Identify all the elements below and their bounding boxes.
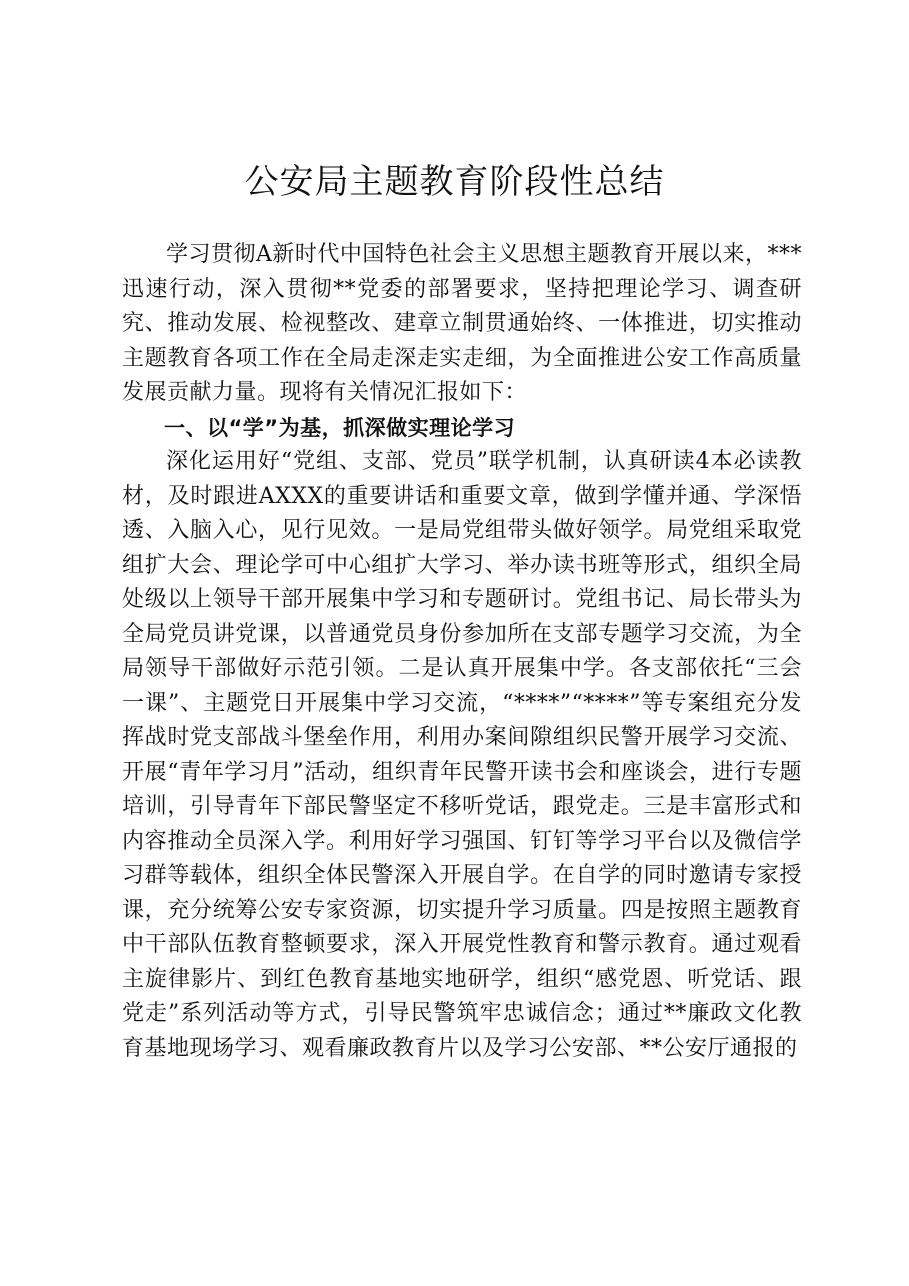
document-title: 公安局主题教育阶段性总结 <box>244 162 665 202</box>
section-heading: 一、以“学”为基，抓深做实理论学习 <box>164 415 516 440</box>
intro-paragraph: 学习贯彻A新时代中国特色社会主义思想主题教育开展以来，***迅速行动，深入贯彻**党委的部署要求，坚持把理论学习、调查研究、推动发展、检视整改、建章立制贯通始终、一体推进，切实推动主题教育各项工作在全局走深走实走细，为全面推进公安工作高质量发展贡献力量。现将有关情况汇报如下： <box>122 242 802 405</box>
section-paragraph: 深化运用好“党组、支部、党员”联学机制，认真研读4本必读教材，及时跟进AXXX的重要讲话和重要文章，做到学懂并通、学深悟透、入脑入心，见行见效。一是局党组带头做好领学。局党组采取党组扩大会、理论学可中心组扩大学习、举办读书班等形式，组织全局处级以上领导干部开展集中学习和专题研讨。党组书记、局长带头为全局党员讲党课，以普通党员身份参加所在支部专题学习交流，为全局领导干部做好示范引领。二是认真开展集中学。各支部依托“三会一课”、主题党日开展集中学习交流，“****”“****”等专案组充分发挥战时党支部战斗堡垒作用，利用办案间隙组织民警开展学习交流、开展“青年学习月”活动，组织青年民警开读书会和座谈会，进行专题培训，引导青年下部民警坚定不移听党话，跟党走。三是丰富形式和内容推动全员深入学。利用好学习强国、钉钉等学习平台以及微信学习群等载体，组织全体民警深入开展自学。在自学的同时邀请专家授课，充分统筹公安专家资源，切实提升学习质量。四是按照主题教育中干部队伍教育整顿要求，深入开展党性教育和警示教育。通过观看主旋律影片、到红色教育基地实地研学，组织“感党恩、听党话、跟党走”系列活动等方式，引导民警筑牢忠诚信念；通过**廉政文化教育基地现场学习、观看廉政教育片以及学习公安部、**公安厅通报的 <box>122 449 802 1061</box>
document-body <box>122 238 802 1066</box>
